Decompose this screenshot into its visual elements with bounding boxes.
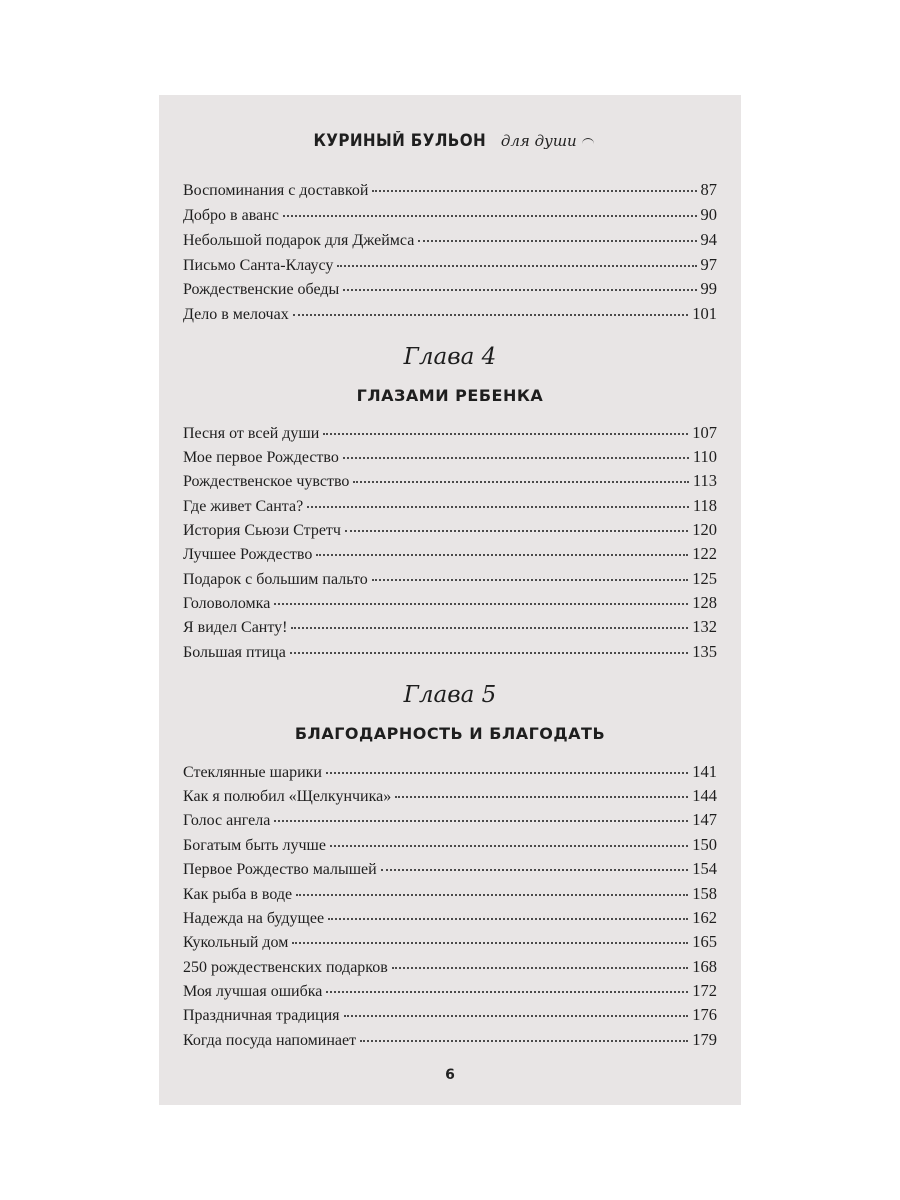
toc-entry: [183, 835, 717, 859]
toc-entry: [183, 762, 717, 786]
dot-leader: [292, 942, 688, 944]
toc-entry: [183, 1005, 717, 1029]
toc-entry-page: 172: [692, 981, 717, 1000]
dot-leader: [418, 240, 696, 242]
dot-leader: [328, 918, 688, 920]
dot-leader: [381, 869, 689, 871]
chapter-title: БЛАГОДАРНОСТЬ И БЛАГОДАТЬ: [294, 724, 606, 743]
dot-leader: [307, 506, 689, 508]
toc-entry-title: Как я полюбил «Щелкунчика»: [183, 788, 392, 805]
toc-entry-page: 94: [700, 230, 717, 249]
toc-entry-title: Воспоминания с доставкой: [183, 182, 369, 199]
toc-entry: [183, 496, 717, 520]
toc-entry: [183, 544, 717, 568]
toc-entry-page: 165: [692, 932, 717, 951]
book-subtitle: для души: [500, 132, 577, 150]
toc-entry: [183, 520, 717, 544]
toc-entry-title: Рождественское чувство: [183, 473, 350, 490]
toc-entry-title: Головоломка: [183, 595, 271, 612]
toc-entry-title: Большая птица: [183, 644, 286, 661]
toc-entry-title: 250 рождественских подарков: [183, 959, 388, 976]
toc-entry-title: Праздничная традиция: [183, 1007, 340, 1024]
toc-entry-title: Рождественские обеды: [183, 281, 340, 298]
toc-entry: [183, 810, 717, 834]
dot-leader: [296, 894, 688, 896]
toc-entry-page: 107: [692, 423, 717, 442]
dot-leader: [392, 967, 688, 969]
toc-entry-title: Голос ангела: [183, 812, 271, 829]
toc-entry-page: 99: [700, 279, 717, 298]
toc-entry-title: Моя лучшая ошибка: [183, 983, 323, 1000]
dot-leader: [290, 652, 688, 654]
book-page: [159, 95, 741, 1105]
toc-entry-title: Кукольный дом: [183, 934, 289, 951]
toc-entry-title: История Сьюзи Стретч: [183, 522, 341, 539]
toc-entry-title: Первое Рождество малышей: [183, 861, 377, 878]
chapter-title: ГЛАЗАМИ РЕБЕНКА: [356, 386, 544, 405]
dot-leader: [274, 603, 688, 605]
toc-entry-title: Песня от всей души: [183, 425, 320, 442]
toc-entry-page: 154: [692, 859, 717, 878]
toc-entry-title: Добро в аванс: [183, 207, 279, 224]
dot-leader: [291, 627, 688, 629]
toc-entry-page: 125: [692, 569, 717, 588]
toc-entry: [183, 786, 717, 810]
toc-entry-title: Мое первое Рождество: [183, 449, 339, 466]
toc-entry-title: Я видел Санту!: [183, 619, 288, 636]
toc-entry-title: Подарок с большим пальто: [183, 571, 368, 588]
toc-entry: [183, 593, 717, 617]
toc-entry: [183, 859, 717, 883]
dot-leader: [293, 314, 689, 316]
toc-entry: [183, 569, 717, 593]
running-header: [159, 131, 741, 151]
toc-entry-title: Письмо Санта-Клаусу: [183, 257, 334, 274]
toc-entry-title: Богатым быть лучше: [183, 837, 326, 854]
toc-entry: [183, 642, 717, 666]
dot-leader: [323, 433, 688, 435]
page-number: 6: [445, 1067, 455, 1083]
toc-entry-title: Дело в мелочах: [183, 306, 289, 323]
toc-entry-page: 118: [692, 496, 717, 515]
toc-entry-page: 132: [692, 617, 717, 636]
toc-entry-title: Как рыба в воде: [183, 886, 293, 903]
toc-entry: [183, 423, 717, 447]
dot-leader: [274, 820, 688, 822]
chapter-label: Глава 5: [403, 682, 497, 708]
toc-entry-page: 162: [692, 908, 717, 927]
toc-entry: [183, 230, 717, 254]
toc-entry-title: Лучшее Рождество: [183, 546, 313, 563]
toc-entry-page: 141: [692, 762, 717, 781]
dot-leader: [395, 796, 688, 798]
toc-entry: [183, 617, 717, 641]
toc-entry: [183, 255, 717, 279]
toc-entry-page: 135: [692, 642, 717, 661]
toc-entry: [183, 957, 717, 981]
toc-entry: [183, 884, 717, 908]
toc-entry-page: 110: [692, 447, 717, 466]
toc-entry: [183, 180, 717, 204]
chapter-label: Глава 4: [403, 344, 497, 370]
toc-entry: [183, 205, 717, 229]
flourish-decoration: [582, 138, 594, 147]
toc-entry-page: 87: [700, 180, 717, 199]
toc-entry-title: Стеклянные шарики: [183, 764, 322, 781]
dot-leader: [343, 289, 696, 291]
toc-entry: [183, 471, 717, 495]
toc-entry-page: 120: [692, 520, 717, 539]
toc-entry-page: 176: [692, 1005, 717, 1024]
dot-leader: [326, 991, 688, 993]
toc-entry-title: Небольшой подарок для Джеймса: [183, 232, 415, 249]
dot-leader: [360, 1040, 688, 1042]
toc-entry-page: 179: [692, 1030, 717, 1049]
dot-leader: [344, 1015, 689, 1017]
toc-entry-page: 101: [692, 304, 717, 323]
toc-entry-page: 90: [700, 205, 717, 224]
toc-entry: [183, 447, 717, 471]
toc-entry: [183, 932, 717, 956]
book-title: КУРИНЫЙ БУЛЬОН: [313, 131, 487, 150]
toc-entry: [183, 1030, 717, 1054]
dot-leader: [345, 530, 688, 532]
toc-entry: [183, 981, 717, 1005]
toc-entry: [183, 304, 717, 328]
toc-entry: [183, 279, 717, 303]
toc-entry-page: 150: [692, 835, 717, 854]
dot-leader: [343, 457, 689, 459]
toc-entry-page: 97: [700, 255, 717, 274]
toc-entry-page: 128: [692, 593, 717, 612]
dot-leader: [353, 481, 688, 483]
toc-entry-title: Когда посуда напоминает: [183, 1032, 357, 1049]
toc-entry-page: 144: [692, 786, 717, 805]
toc-entry-page: 158: [692, 884, 717, 903]
toc-entry-page: 168: [692, 957, 717, 976]
dot-leader: [316, 554, 688, 556]
toc-entry-title: Где живет Санта?: [183, 498, 304, 515]
dot-leader: [330, 845, 688, 847]
toc-entry-title: Надежда на будущее: [183, 910, 325, 927]
dot-leader: [283, 215, 697, 217]
toc-entry-page: 147: [692, 810, 717, 829]
dot-leader: [326, 772, 688, 774]
toc-entry: [183, 908, 717, 932]
dot-leader: [372, 190, 696, 192]
toc-entry-page: 113: [692, 471, 717, 490]
dot-leader: [337, 265, 696, 267]
toc-entry-page: 122: [692, 544, 717, 563]
dot-leader: [372, 579, 689, 581]
